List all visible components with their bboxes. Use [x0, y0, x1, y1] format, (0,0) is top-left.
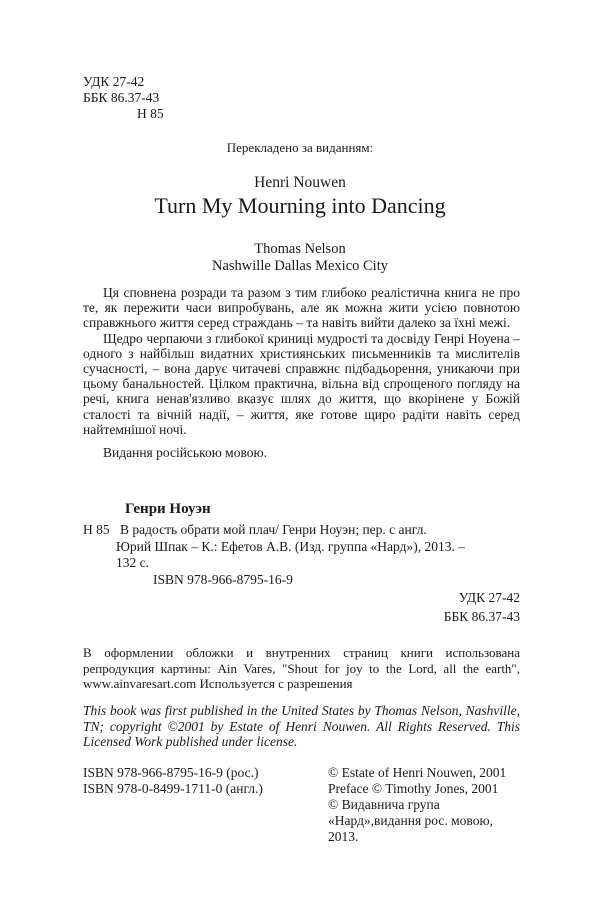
annotation [83, 285, 520, 437]
catalog-line: В радость обрати мой плач/ Генри Ноуэн; пер. с англ. [120, 522, 427, 537]
annotation-paragraph: Щедро черпаючи з глибокої криниці мудрості та досвіду Генрі Ноуена – одного з найбільш видатних християнських письменників та мислителів сучасності, – вона дарує читачеві справжнє підбадьорення, уникаючи при цьому банальностей. Цілком практична, вільна від спрощеного погляду на речі, книга ненав'язливо вказує шлях до життя, що вкорінене у Божій сталості та вічній надії, – життя, яке готове щиро радіти навіть серед найтемнішої ночі. [83, 330, 520, 437]
license-notice-text: This book was first published in the United States by Thomas Nelson, Nashville, TN; copyright ©2001 by Estate of Henri Nouwen. All Rights Reserved. This Licensed Work published under license. [83, 703, 520, 749]
publisher-cities: Nashwille Dallas Mexico City [212, 258, 388, 274]
copyright-publisher: © Видавнича група «Нард»,видання рос. мовою, 2013. [328, 797, 493, 844]
original-title: Turn My Mourning into Dancing [154, 193, 446, 218]
catalog-author: Генри Ноуэн [125, 501, 211, 517]
original-author: Henri Nouwen [254, 174, 346, 191]
udk-code: УДК 27-42 [83, 74, 145, 89]
catalog-pages: 132 с. [116, 555, 149, 570]
author-sign: Н 85 [137, 106, 164, 121]
edition-language: Видання російською мовою. [103, 445, 267, 460]
catalog-udk: УДК 27-42 [458, 590, 520, 605]
catalog-line: Юрий Шпак – К.: Ефетов А.В. (Изд. группа «Нард»), 2013. – [116, 539, 465, 554]
catalog-bbk: ББК 86.37-43 [443, 609, 520, 624]
license-notice [83, 703, 520, 750]
catalog-code: Н 85 [83, 522, 110, 537]
isbn-russian: ISBN 978-966-8795-16-9 (рос.) [83, 765, 259, 780]
copyright-preface: Preface © Timothy Jones, 2001 [328, 781, 499, 796]
catalog-isbn: ISBN 978-966-8795-16-9 [153, 572, 293, 587]
annotation-paragraph: Ця сповнена розради та разом з тим глибоко реалістична книга не про те, як пережити часи випробувань, але як можна жити усією повнотою справжнього життя серед страждань – та навіть вийти далеко за їхні межі. [83, 285, 520, 331]
original-publisher: Thomas Nelson [254, 241, 346, 257]
isbn-english: ISBN 978-0-8499-1711-0 (англ.) [83, 781, 263, 796]
bbk-code: ББК 86.37-43 [83, 90, 160, 105]
translated-from-label: Перекладено за виданням: [226, 140, 374, 155]
cover-credit-text: В оформлении обложки и внутренних страниц книги использована репродукция картины: Ain Vares, "Shout for joy to the Lord, all the earth", www.ainvaresart.com Используется с разрешения [83, 645, 520, 691]
copyright-estate: © Estate of Henri Nouwen, 2001 [328, 765, 507, 780]
cover-credit [83, 645, 520, 692]
